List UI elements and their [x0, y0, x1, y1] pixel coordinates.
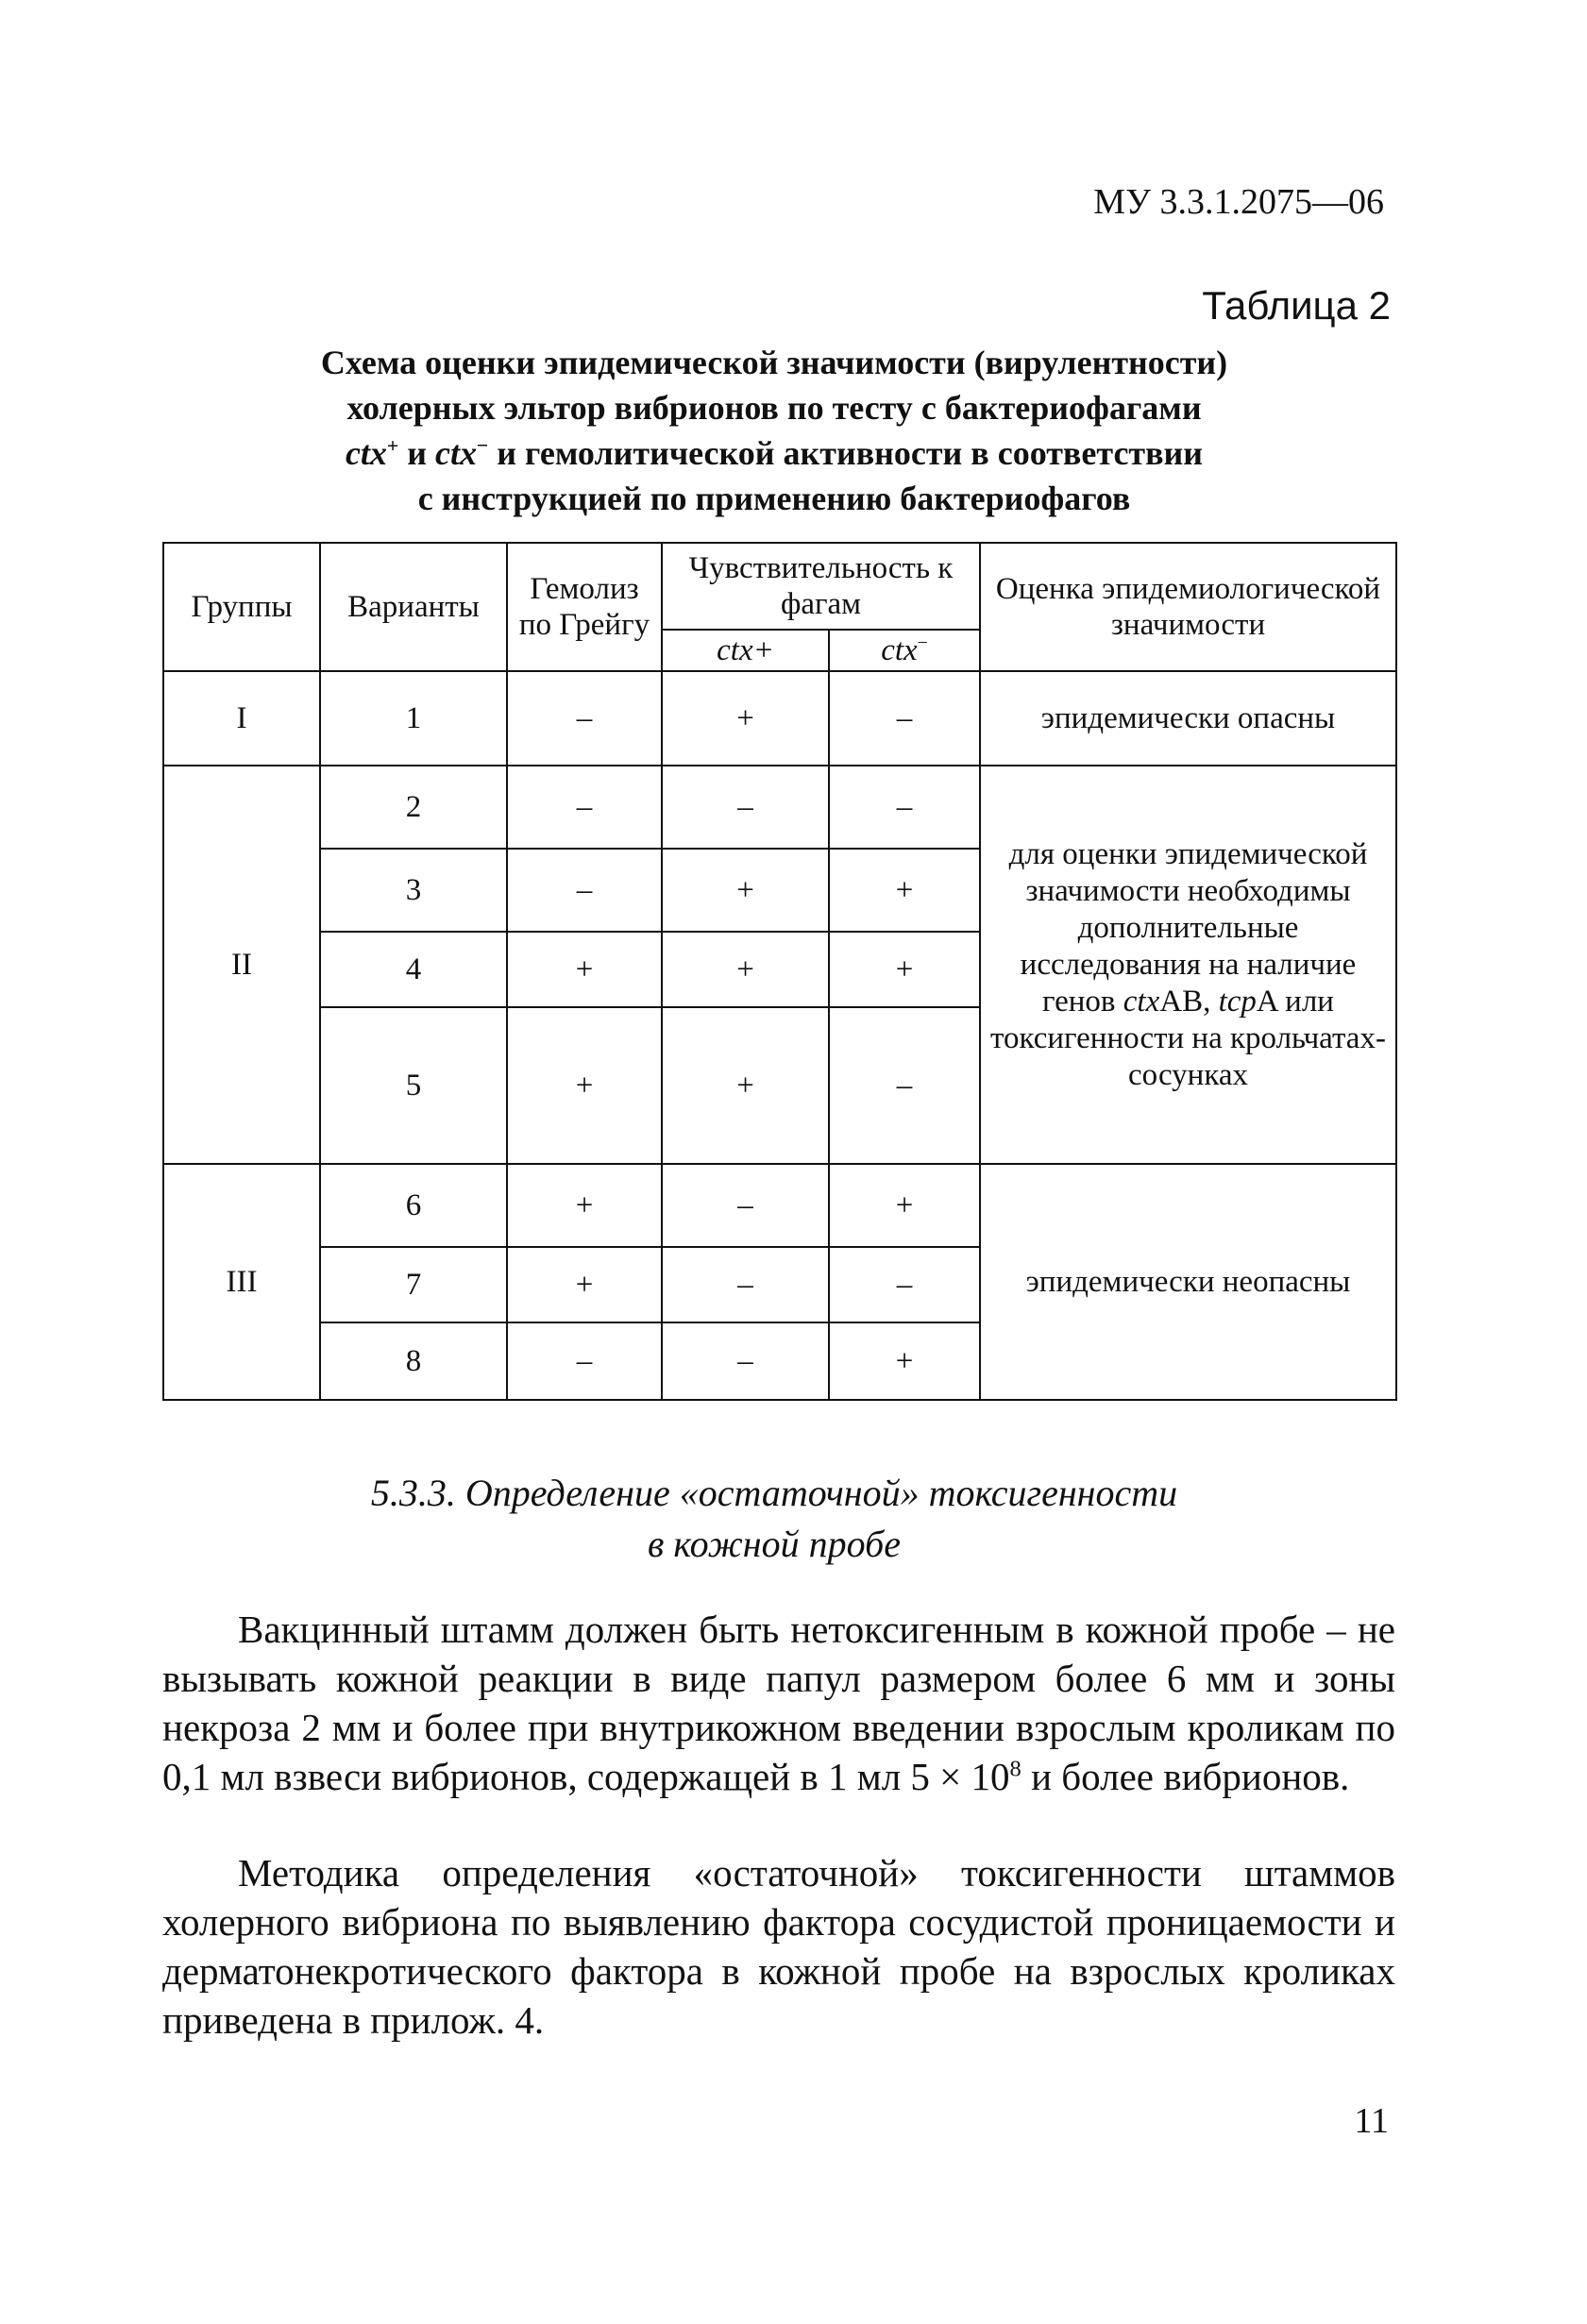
hemolysis-cell: – [507, 671, 662, 766]
ctx-plus-cell: + [662, 849, 829, 932]
caption-line-3 [160, 430, 1388, 476]
gene-a: A [1256, 984, 1277, 1019]
header-ctx-plus-text: ctx+ [717, 633, 774, 667]
ctx-minus-cell: + [829, 849, 980, 932]
assessment-text-b: или токсигенности на крольчатах-сосунках [990, 984, 1386, 1092]
hemolysis-cell: + [507, 932, 662, 1007]
hemolysis-cell: – [507, 766, 662, 849]
assessment-text-a: для оценки эпидемической значимости необходимы дополнительные исследования на наличие генов [1008, 836, 1368, 1019]
paragraph-2 [162, 1848, 1395, 2045]
table-row [163, 671, 1396, 766]
hemolysis-cell: + [507, 1247, 662, 1322]
ctx-minus-cell: + [829, 932, 980, 1007]
ctx-minus-cell: + [829, 1322, 980, 1400]
variant-cell: 6 [320, 1164, 507, 1247]
caption-sup-plus: + [386, 434, 399, 457]
ctx-plus-cell: – [662, 766, 829, 849]
caption-line-3-rest: и гемолитической активности в соответствии [488, 434, 1204, 472]
header-assessment: Оценка эпидемиологической значимости [980, 543, 1396, 671]
caption-line-2: холерных эльтор вибрионов по тесту с бактериофагами [346, 389, 1202, 427]
assessment-cell [980, 766, 1396, 1164]
variant-cell: 1 [320, 671, 507, 766]
page-number: 11 [1354, 2101, 1389, 2141]
ctx-minus-cell: – [829, 766, 980, 849]
caption-ctx-minus: ctx [434, 434, 477, 472]
table-row [163, 1164, 1396, 1247]
ctx-plus-cell: + [662, 1007, 829, 1164]
ctx-minus-cell: + [829, 1164, 980, 1247]
evaluation-table [162, 542, 1397, 1401]
gene-ab: AB, [1159, 984, 1219, 1019]
paragraph-1-main: Вакцинный штамм должен быть нетоксигенным в кожной пробе – не вызывать кожной реакции в виде папул размером более 6 мм и зоны некроза 2 мм и более при внутрикожном введении взрослым кроликам по 0,1 мл взвеси вибрионов, содержащей в 1 мл 5 × 10 [162, 1608, 1395, 1798]
table-label: Таблица 2 [1202, 283, 1391, 328]
header-ctx-minus [829, 630, 980, 671]
caption-ctx-plus: ctx [345, 434, 387, 472]
paragraph-1-text [162, 1605, 1395, 1801]
header-groups: Группы [163, 543, 320, 671]
paragraph-1 [162, 1605, 1395, 1801]
caption-sup-minus: − [476, 434, 489, 457]
ctx-plus-cell: – [662, 1164, 829, 1247]
hemolysis-cell: + [507, 1164, 662, 1247]
table-caption [160, 340, 1388, 521]
hemolysis-cell: – [507, 849, 662, 932]
ctx-minus-cell: – [829, 1007, 980, 1164]
header-ctx-minus-sup: − [917, 632, 928, 653]
paragraph-1-tail: и более вибрионов. [1021, 1755, 1350, 1798]
header-ctx-minus-text: ctx [881, 633, 918, 667]
section-title-line-1: 5.3.3. Определение «остаточной» токсигенности [370, 1472, 1178, 1514]
section-title-line-2: в кожной пробе [648, 1523, 901, 1565]
ctx-minus-cell: – [829, 671, 980, 766]
assessment-cell: эпидемически опасны [980, 671, 1396, 766]
group-cell: III [163, 1164, 320, 1400]
group-cell: II [163, 766, 320, 1164]
caption-line-1: Схема оценки эпидемической значимости (вирулентности) [320, 344, 1228, 381]
header-sensitivity: Чувствительность к фагам [662, 543, 980, 630]
table-row [163, 766, 1396, 849]
ctx-plus-cell: + [662, 932, 829, 1007]
caption-line-4: с инструкцией по применению бактериофагов [417, 480, 1131, 517]
variant-cell: 8 [320, 1322, 507, 1400]
paragraph-2-text: Методика определения «остаточной» токсигенности штаммов холерного вибриона по выявлению фактора сосудистой проницаемости и дерматонекротического фактора в кожной пробе на взрослых кроликах приведена в прилож. 4. [162, 1851, 1395, 2042]
hemolysis-cell: – [507, 1322, 662, 1400]
header-hemolysis: Гемолиз по Грейгу [507, 543, 662, 671]
group-cell: I [163, 671, 320, 766]
header-ctx-plus [662, 630, 829, 671]
hemolysis-cell: + [507, 1007, 662, 1164]
ctx-minus-cell: – [829, 1247, 980, 1322]
variant-cell: 4 [320, 932, 507, 1007]
table-header-row [163, 543, 1396, 630]
paragraph-1-exponent: 8 [1009, 1756, 1021, 1782]
variant-cell: 7 [320, 1247, 507, 1322]
header-variants: Варианты [320, 543, 507, 671]
ctx-plus-cell: – [662, 1322, 829, 1400]
variant-cell: 3 [320, 849, 507, 932]
gene-tcp: tcp [1218, 984, 1257, 1019]
assessment-cell: эпидемически неопасны [980, 1164, 1396, 1400]
ctx-plus-cell: + [662, 671, 829, 766]
document-code: МУ 3.3.1.2075—06 [1093, 182, 1384, 222]
variant-cell: 2 [320, 766, 507, 849]
ctx-plus-cell: – [662, 1247, 829, 1322]
variant-cell: 5 [320, 1007, 507, 1164]
caption-and: и [398, 434, 435, 472]
section-title [160, 1468, 1388, 1570]
gene-ctx: ctx [1123, 984, 1160, 1019]
